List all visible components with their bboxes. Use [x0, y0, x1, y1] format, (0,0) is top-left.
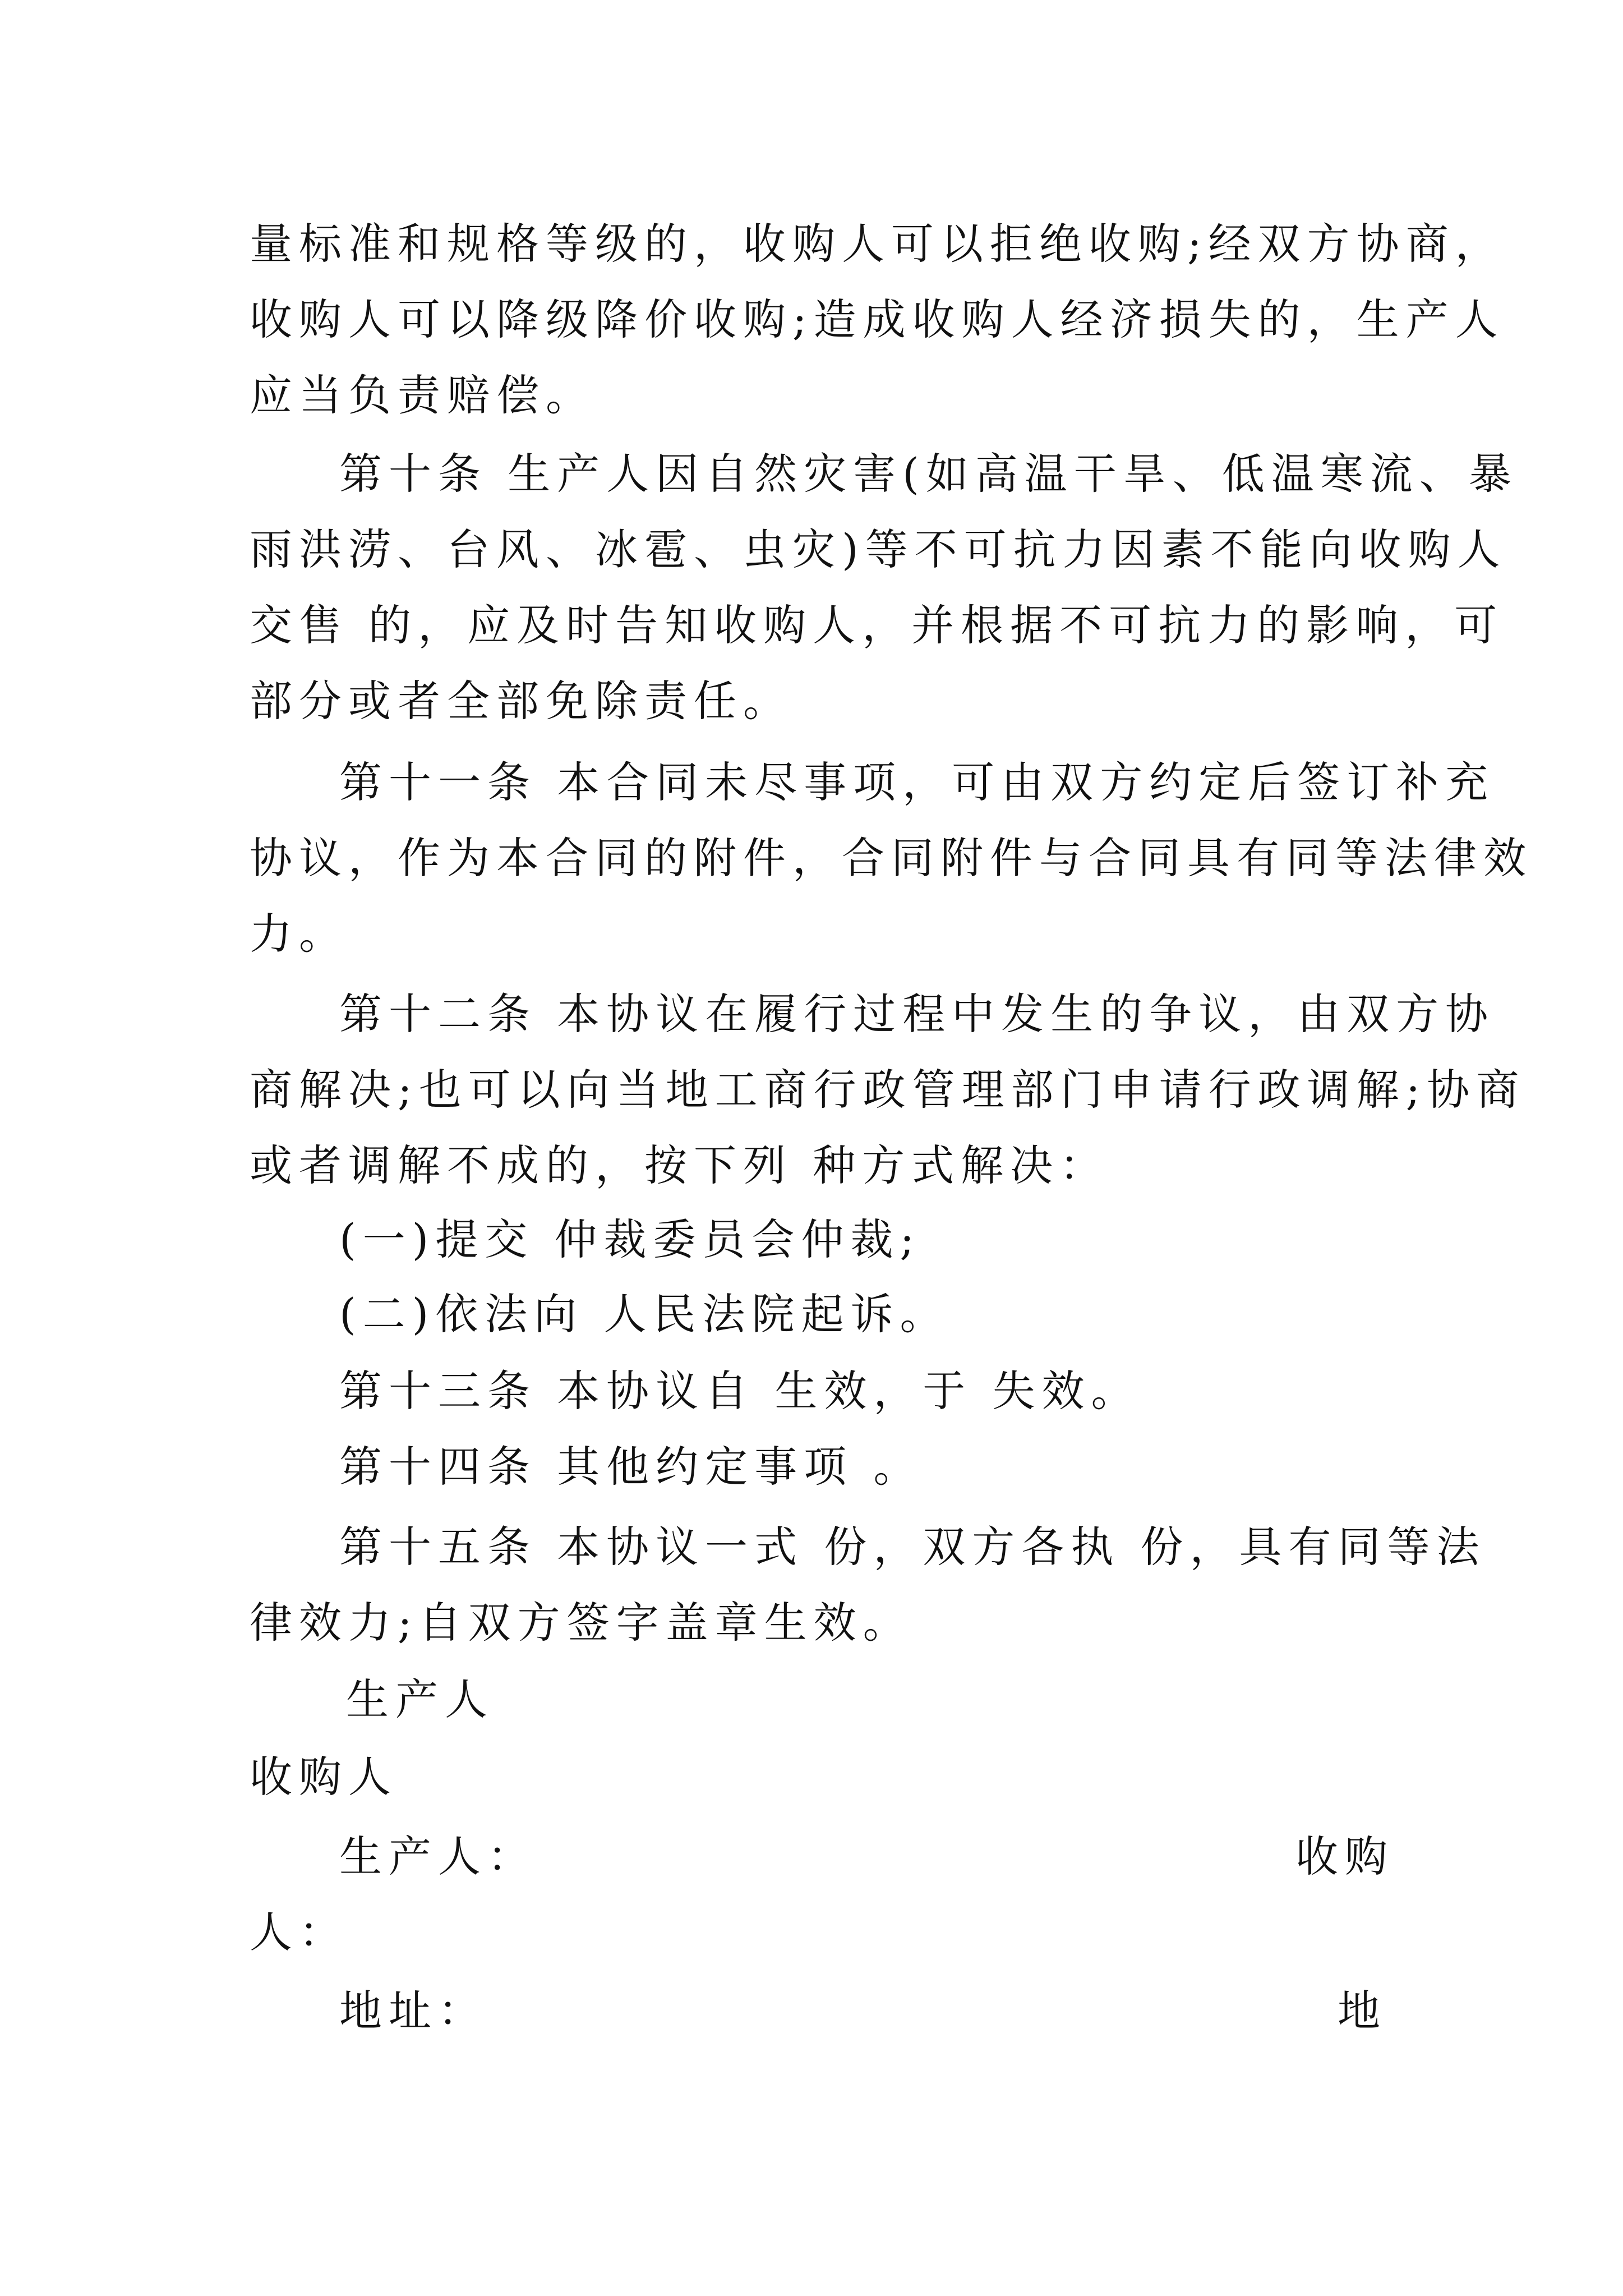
article-15-heading-line: 第十五条 本协议一式 份，双方各执 份，具有同等法 [339, 1522, 1486, 1572]
text-line: 收购人可以降级降价收购;造成收购人经济损失的，生产人 [250, 295, 1505, 344]
article-13-line: 第十三条 本协议自 生效，于 失效。 [339, 1366, 1141, 1416]
text-line: 部分或者全部免除责任。 [250, 676, 792, 726]
text-line: 协议，作为本合同的附件，合同附件与合同具有同等法律效 [250, 833, 1533, 883]
option-two-line: (二)依法向 人民法院起诉。 [339, 1289, 949, 1339]
text-line: 量标准和规格等级的，收购人可以拒绝收购;经双方协商， [250, 219, 1505, 269]
text-line: 力。 [250, 909, 348, 959]
text-line: 雨洪涝、台风、冰雹、虫灾)等不可抗力因素不能向收购人 [250, 524, 1507, 574]
article-14-line: 第十四条 其他约定事项 。 [339, 1442, 923, 1492]
buyer-label-part-1: 收购 [1295, 1832, 1394, 1881]
buyer-label-part-2: 人： [250, 1907, 348, 1957]
article-10-heading-line: 第十条 生产人因自然灾害(如高温干旱、低温寒流、暴 [339, 449, 1518, 499]
signature-producer-heading: 生产人 [346, 1674, 494, 1724]
text-line: 律效力;自双方签字盖章生效。 [250, 1598, 912, 1648]
address-label: 地址： [339, 1986, 487, 2036]
text-line: 商解决;也可以向当地工商行政管理部门申请行政调解;协商 [250, 1065, 1526, 1115]
article-11-heading-line: 第十一条 本合同未尽事项，可由双方约定后签订补充 [339, 757, 1495, 807]
address-label-right-part: 地 [1338, 1986, 1387, 2036]
producer-label: 生产人： [339, 1832, 537, 1881]
signature-buyer-heading: 收购人 [250, 1752, 398, 1802]
article-12-heading-line: 第十二条 本协议在履行过程中发生的争议，由双方协 [339, 989, 1495, 1039]
text-line: 或者调解不成的，按下列 种方式解决： [250, 1140, 1109, 1190]
text-line: 交售 的，应及时告知收购人，并根据不可抗力的影响，可 [250, 600, 1504, 650]
option-one-line: (一)提交 仲裁委员会仲裁; [339, 1214, 921, 1264]
text-line: 应当负责赔偿。 [250, 370, 595, 420]
